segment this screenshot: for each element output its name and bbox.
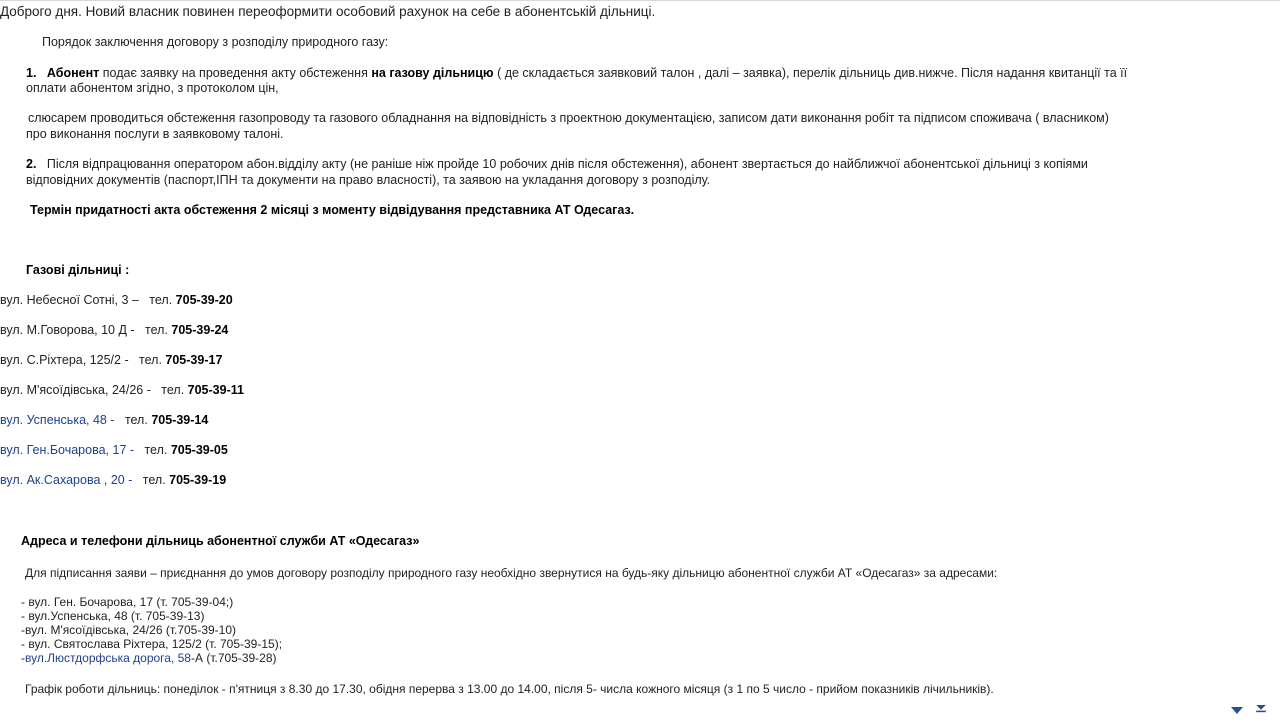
subscriber-site: -вул. М'ясоїдівська, 24/26 (т.705-39-10) bbox=[21, 623, 237, 637]
gas-site-address: вул. Ген.Бочарова, 17 - bbox=[0, 443, 135, 457]
gas-site-phone: 705-39-11 bbox=[187, 383, 244, 397]
gas-site-address: вул. М.Говорова, 10 Д - bbox=[0, 323, 135, 337]
intro-text: Доброго дня. Новий власник повинен переоформити особовий рахунок на себе в абонентській дільниці. bbox=[0, 4, 656, 19]
step2-text: Після відпрацювання оператором абон.відділу акту (не раніше ніж пройде 10 робочих днів після обстеження), абонент звертається до найближчої абонентської дільниці з копіями bbox=[46, 157, 1088, 171]
gas-site-item bbox=[0, 323, 228, 338]
gas-site-phone-label: тел. bbox=[142, 473, 166, 487]
subscriber-site: - вул.Успенська, 48 (т. 705-39-13) bbox=[21, 609, 205, 623]
step1-line1 bbox=[26, 66, 1127, 81]
gas-site-phone-label: тел. bbox=[145, 323, 168, 337]
step1-line2: оплати абонентом згідно, з протоколом цін, bbox=[26, 81, 279, 95]
validity-note: Термін придатності акта обстеження 2 місяці з моменту відвідування представника АТ Одесагаз. bbox=[30, 203, 635, 217]
gas-site-item bbox=[0, 383, 244, 398]
gas-site-phone: 705-39-20 bbox=[175, 293, 233, 307]
gas-site-address: вул. Ак.Сахарова , 20 - bbox=[0, 473, 133, 487]
subscriber-site-link[interactable]: вул.Люстдорфська дорога, 58 bbox=[25, 651, 191, 665]
gas-site-item bbox=[0, 443, 228, 458]
gas-site-address: вул. С.Ріхтера, 125/2 - bbox=[0, 353, 129, 367]
subscriber-site: - вул. Ген. Бочарова, 17 (т. 705-39-04;) bbox=[21, 595, 234, 609]
gas-site-address: вул. Небесної Сотні, 3 – bbox=[0, 293, 139, 307]
gas-site-phone: 705-39-17 bbox=[165, 353, 223, 367]
schedule-text: Графік роботи дільниць: понеділок - п'ятниця з 8.30 до 17.30, обідня перерва з 13.00 до 14.00, після 5- числа кожного місяця (з 1 по 5 число - прийом показників лічильників). bbox=[25, 682, 994, 696]
step1-cont-line2: про виконання послуги в заявковому талоні. bbox=[26, 127, 284, 141]
gas-site-phone: 705-39-19 bbox=[169, 473, 227, 487]
gas-site-phone-label: тел. bbox=[144, 443, 168, 457]
gas-site-phone-label: тел. bbox=[139, 353, 162, 367]
step2-line1 bbox=[26, 157, 1088, 172]
step1-text-b: ( де складається заявковий талон , далі – заявка), перелік дільниць див.нижче. Після надання квитанції та її bbox=[497, 66, 1128, 80]
subscriber-intro: Для підписання заяви – приєднання до умов договору розподілу природного газу необхідно звернутися на будь-яку дільницю абонентної служби АТ «Одесагаз» за адресами: bbox=[25, 566, 998, 580]
gas-site-item bbox=[0, 353, 222, 368]
gas-site-phone-label: тел. bbox=[149, 293, 173, 307]
gas-site-phone: 705-39-05 bbox=[170, 443, 228, 457]
gas-site-phone-label: тел. bbox=[161, 383, 185, 397]
gas-site-item bbox=[0, 413, 208, 428]
gas-site-address: вул. М'ясоїдівська, 24/26 - bbox=[0, 383, 151, 397]
subscriber-site-prefix: - bbox=[21, 651, 25, 665]
scroll-down-icon[interactable] bbox=[1231, 707, 1243, 715]
step2-line2: відповідних документів (паспорт,ІПН та документи на право власності), та заявою на укладання договору з розподілу. bbox=[26, 173, 711, 187]
subscriber-site: - вул. Святослава Ріхтера, 125/2 (т. 705-39-15); bbox=[21, 637, 283, 651]
step1-number: 1. bbox=[26, 66, 37, 80]
step1-text-a: подає заявку на проведення акту обстеження bbox=[102, 66, 368, 80]
gas-site-phone: 705-39-14 bbox=[151, 413, 209, 427]
order-heading: Порядок заключення договору з розподілу природного газу: bbox=[42, 35, 389, 49]
gas-site-phone-label: тел. bbox=[124, 413, 148, 427]
gas-sites-heading: Газові дільниці : bbox=[26, 263, 130, 277]
step1-target: на газову дільницю bbox=[371, 66, 494, 80]
step1-cont-line1: слюсарем проводиться обстеження газопроводу та газового обладнання на відповідність з проектною документацією, записом дати виконання робіт та підписом споживача ( власником) bbox=[28, 111, 1109, 125]
subscriber-site-suffix: -А (т.705-39-28) bbox=[190, 651, 277, 665]
step2-number: 2. bbox=[26, 157, 37, 171]
subscriber-site-last bbox=[21, 651, 277, 665]
gas-site-item bbox=[0, 473, 226, 488]
scroll-bottom-icon[interactable] bbox=[1255, 705, 1267, 713]
gas-site-address: вул. Успенська, 48 - bbox=[0, 413, 115, 427]
gas-site-item bbox=[0, 293, 233, 308]
step1-subject: Абонент bbox=[46, 66, 100, 80]
subscriber-heading: Адреса и телефони дільниць абонентної служби АТ «Одесагаз» bbox=[21, 534, 420, 548]
gas-site-phone: 705-39-24 bbox=[171, 323, 229, 337]
